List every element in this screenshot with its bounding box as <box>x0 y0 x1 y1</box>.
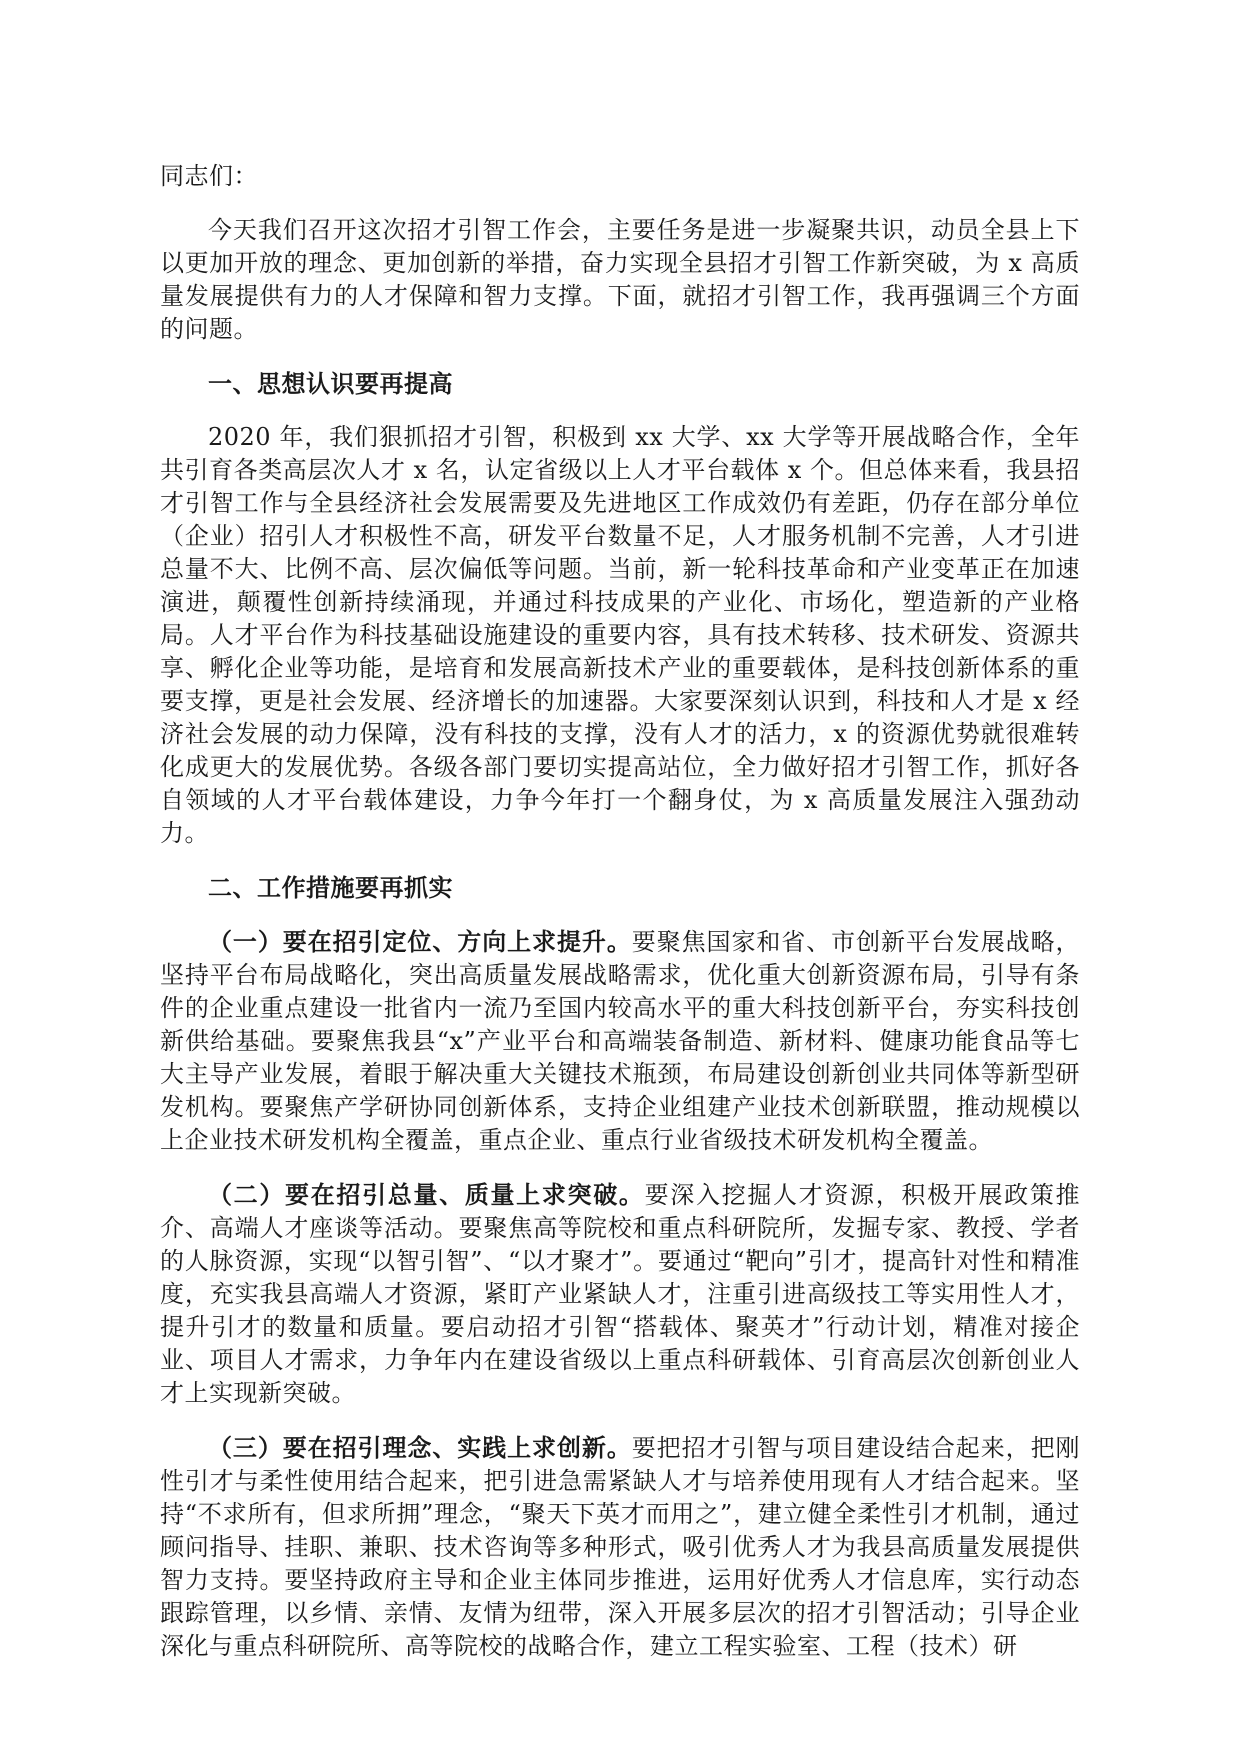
section-heading-1: 一、思想认识要再提高 <box>208 369 453 398</box>
salutation: 同志们： <box>160 162 258 190</box>
measure-lead-2: （二）要在招引总量、质量上求突破。 <box>208 1180 645 1209</box>
measure-paragraph-1 <box>160 925 1080 1157</box>
document-body <box>160 160 1080 1684</box>
measure-body-3: 要把招才引智与项目建设结合起来，把刚性引才与柔性使用结合起来，把引进急需紧缺人才与培养使用现有人才结合起来。坚持“不求所有，但求所拥”理念，“聚天下英才而用之”，建立健全柔性引才机制，通过顾问指导、挂职、兼职、技术咨询等多种形式，吸引优秀人才为我县高质量发展提供智力支持。要坚持政府主导和企业主体同步推进，运用好优秀人才信息库，实行动态跟踪管理，以乡情、亲情、友情为纽带，深入开展多层次的招才引智活动；引导企业深化与重点科研院所、高等院校的战略合作，建立工程实验室、工程（技术）研 <box>160 1434 1080 1660</box>
measure-body-2: 要深入挖掘人才资源，积极开展政策推介、高端人才座谈等活动。要聚焦高等院校和重点科研院所，发掘专家、教授、学者的人脉资源，实现“以智引智”、“以才聚才”。要通过“靶向”引才，提高针对性和精准度，充实我县高端人才资源，紧盯产业紧缺人才，注重引进高级技工等实用性人才，提升引才的数量和质量。要启动招才引智“搭载体、聚英才”行动计划，精准对接企业、项目人才需求，力争年内在建设省级以上重点科研载体、引育高层次创新创业人才上实现新突破。 <box>160 1181 1081 1407</box>
section-heading-2: 二、工作措施要再抓实 <box>208 873 453 902</box>
intro-paragraph: 今天我们召开这次招才引智工作会，主要任务是进一步凝聚共识，动员全县上下以更加开放的理念、更加创新的举措，奋力实现全县招才引智工作新突破，为 x 高质量发展提供有力的人才保障和智力支撑。下面，就招才引智工作，我再强调三个方面的问题。 <box>160 216 1080 343</box>
measure-paragraph-3 <box>160 1431 1080 1663</box>
measure-body-1: 要聚焦国家和省、市创新平台发展战略，坚持平台布局战略化，突出高质量发展战略需求，优化重大创新资源布局，引导有条件的企业重点建设一批省内一流乃至国内较高水平的重大科技创新平台，夯实科技创新供给基础。要聚焦我县“x”产业平台和高端装备制造、新材料、健康功能食品等七大主导产业发展，着眼于解决重大关键技术瓶颈，布局建设创新创业共同体等新型研发机构。要聚焦产学研协同创新体系，支持企业组建产业技术创新联盟，推动规模以上企业技术研发机构全覆盖，重点企业、重点行业省级技术研发机构全覆盖。 <box>160 928 1080 1154</box>
measure-paragraph-2 <box>160 1178 1080 1410</box>
measure-lead-1: （一）要在招引定位、方向上求提升。 <box>208 927 632 956</box>
measure-lead-3: （三）要在招引理念、实践上求创新。 <box>208 1433 632 1462</box>
section-1-paragraph: 2020 年，我们狠抓招才引智，积极到 xx 大学、xx 大学等开展战略合作，全年共引育各类高层次人才 x 名，认定省级以上人才平台载体 x 个。但总体来看，我县招才引智工作与全县经济社会发展需要及先进地区工作成效仍有差距，仍存在部分单位（企业）招引人才积极性不高，研发平台数量不足，人才服务机制不完善，人才引进总量不大、比例不高、层次偏低等问题。当前，新一轮科技革命和产业变革正在加速演进，颠覆性创新持续涌现，并通过科技成果的产业化、市场化，塑造新的产业格局。人才平台作为科技基础设施建设的重要内容，具有技术转移、技术研发、资源共享、孵化企业等功能，是培育和发展高新技术产业的重要载体，是科技创新体系的重要支撑，更是社会发展、经济增长的加速器。大家要深刻认识到，科技和人才是 x 经济社会发展的动力保障，没有科技的支撑，没有人才的活力，x 的资源优势就很难转化成更大的发展优势。各级各部门要切实提高站位，全力做好招才引智工作，抓好各自领域的人才平台载体建设，力争今年打一个翻身仗，为 x 高质量发展注入强劲动力。 <box>160 423 1080 847</box>
